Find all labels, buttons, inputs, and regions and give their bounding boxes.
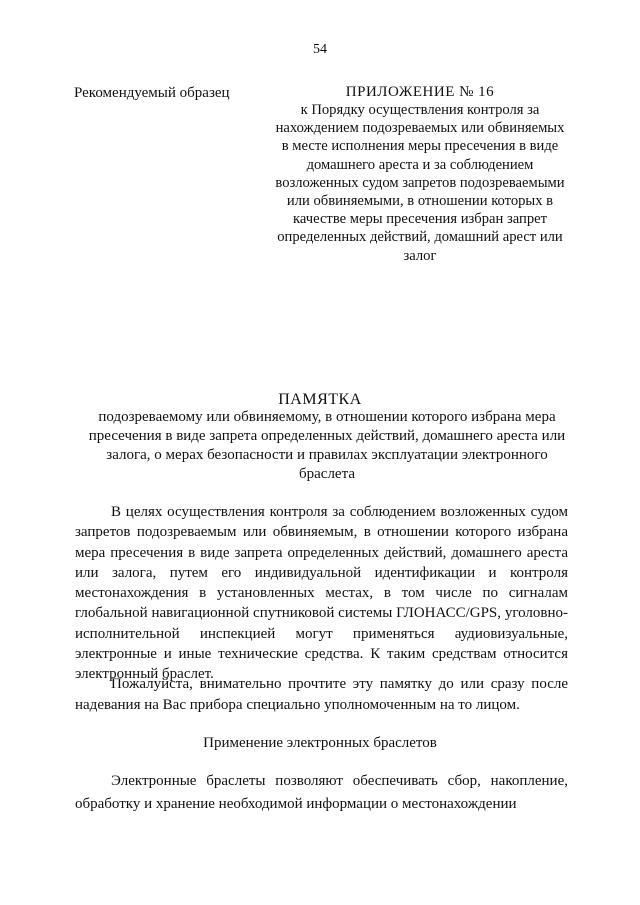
section-heading: Применение электронных браслетов [203,735,437,751]
body-paragraph-2: Пожалуйста, внимательно прочтите эту памятку до или сразу после надевания на Вас прибора специально уполномоченным на то лицом. [75,676,568,713]
memo-title: ПАМЯТКА [278,391,362,408]
body-paragraph-1: В целях осуществления контроля за соблюдением возложенных судом запретов подозреваемым или обвиняемым, в отношении которого избрана мера пресечения в виде запрета определенных действий, домашнего ареста или залога, путем его индивидуальной идентификации и контроля местонахождения в установленных местах, в том числе по сигналам глобальной навигационной спутниковой системы ГЛОНАСС/GPS, уголовно-исполнительной инспекцией могут применяться аудиовизуальные, электронные и иные технические средства. К таким средствам относится электронный браслет. [75,504,568,683]
page-number: 54 [313,42,327,57]
memo-subtitle: подозреваемому или обвиняемому, в отношении которого избрана мера пресечения в виде запрета определенных действий, домашнего ареста или залога, о мерах безопасности и правилах эксплуатации электронного браслета [88,409,566,482]
appendix-title: ПРИЛОЖЕНИЕ № 16 [345,84,495,100]
appendix-block [272,84,568,265]
body-paragraph-3: Электронные браслеты позволяют обеспечивать сбор, накопление, обработку и хранение необходимой информации о местонахождении [75,773,568,812]
appendix-text: к Порядку осуществления контроля за нахождением подозреваемых или обвиняемых в месте исполнения меры пресечения в виде домашнего ареста и за соблюдением возложенных судом запретов подозреваемыми или обвиняемыми, в отношении которых в качестве меры пресечения избран запрет определенных действий, домашний арест или залог [275,102,565,264]
sample-label: Рекомендуемый образец [74,85,230,101]
